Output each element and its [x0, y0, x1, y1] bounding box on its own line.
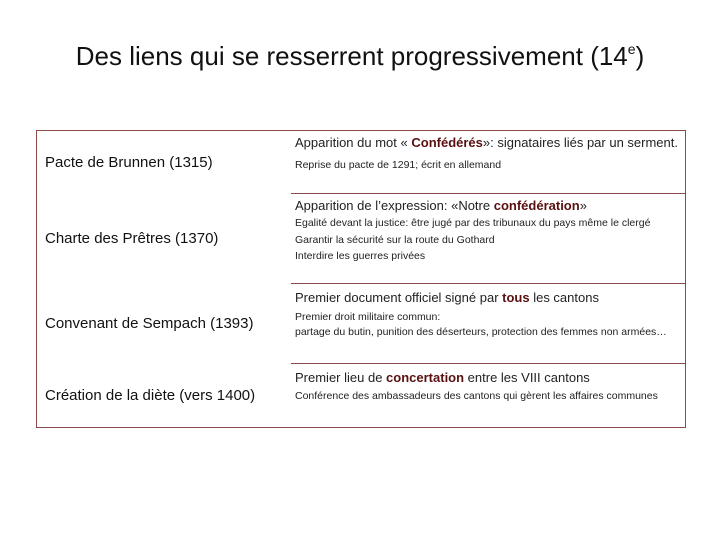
- detail-line: Conférence des ambassadeurs des cantons qui gèrent les affaires communes: [295, 390, 658, 402]
- event-headline: [295, 369, 679, 386]
- headline-keyword: confédération: [493, 198, 580, 213]
- headline-keyword: tous: [502, 290, 530, 305]
- detail-line: Reprise du pacte de 1291; écrit en allemand: [295, 159, 502, 171]
- table-row: [37, 363, 685, 427]
- headline-text: Apparition de l’expression: «Notre: [295, 198, 494, 213]
- detail-line: Interdire les guerres privées: [295, 250, 426, 262]
- event-name: Création de la diète (vers 1400): [45, 386, 256, 404]
- headline-text: Premier lieu de: [295, 370, 387, 385]
- headline-text: les cantons: [529, 290, 599, 305]
- detail-line: Premier droit militaire commun:: [295, 311, 441, 323]
- event-headline: [295, 134, 679, 151]
- headline-text: »: [579, 198, 587, 213]
- detail-line: partage du butin, punition des déserteurs, protection des femmes non armées…: [295, 326, 667, 338]
- headline-text: entre les VIII cantons: [464, 370, 590, 385]
- headline-keyword: concertation: [386, 370, 465, 385]
- table-row: [37, 283, 685, 363]
- headline-text: Premier document officiel signé par: [295, 290, 503, 305]
- title-close: ): [635, 41, 645, 71]
- headline-text: »: signataires liés par un serment.: [482, 135, 678, 150]
- event-details: [291, 363, 685, 427]
- detail-line: Egalité devant la justice: être jugé par des tribunaux du pays même le clergé: [295, 217, 651, 229]
- event-details: [291, 131, 685, 193]
- headline-keyword: Confédérés: [411, 135, 483, 150]
- event-details: [291, 193, 685, 283]
- table-row: [37, 131, 685, 193]
- events-table: [36, 130, 686, 428]
- page-title: [0, 38, 720, 74]
- event-name: Convenant de Sempach (1393): [45, 314, 254, 332]
- event-headline: [295, 197, 679, 214]
- table-row: [37, 193, 685, 283]
- event-headline: [295, 289, 679, 306]
- title-superscript: e: [627, 41, 636, 57]
- headline-text: Apparition du mot «: [295, 135, 412, 150]
- event-details: [291, 283, 685, 363]
- event-name: Charte des Prêtres (1370): [45, 229, 219, 247]
- event-name: Pacte de Brunnen (1315): [45, 153, 213, 171]
- detail-line: Garantir la sécurité sur la route du Gothard: [295, 234, 495, 246]
- title-text: Des liens qui se resserrent progressivement (14: [75, 41, 628, 71]
